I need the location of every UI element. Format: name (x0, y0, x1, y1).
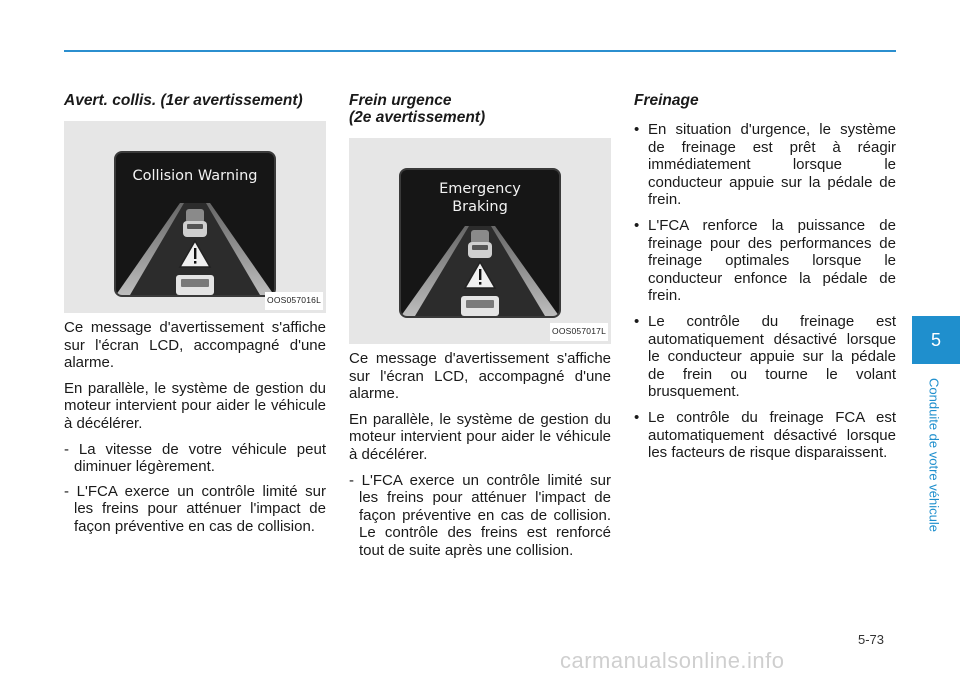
top-rule (64, 50, 896, 52)
list-item: • En situation d'urgence, le système de freinage est prêt à réagir immédiatement lorsque le conducteur appuie sur la pédale de frein. (634, 121, 896, 209)
bullet-icon: • (634, 408, 640, 426)
section-heading: Freinage (634, 92, 699, 109)
section-heading: Avert. collis. (1er avertissement) (64, 92, 303, 109)
lcd-screen (114, 151, 276, 297)
paragraph: En parallèle, le système de gestion du moteur intervient pour aider le véhicule à décélérer. (349, 410, 611, 463)
list-item: - L'FCA exerce un contrôle limité sur les freins pour atténuer l'impact de façon préventive en cas de collision. (64, 482, 326, 535)
list-item: • Le contrôle du freinage FCA est automatiquement désactivé lorsque les facteurs de risque disparaissent. (634, 408, 896, 462)
bullet-icon: • (634, 121, 640, 138)
figure-collision-warning (64, 121, 326, 313)
lcd-screen (399, 168, 561, 318)
bullet-icon: • (634, 312, 640, 330)
list-item: - La vitesse de votre véhicule peut diminuer légèrement. (64, 440, 326, 476)
paragraph: Ce message d'avertissement s'affiche sur l'écran LCD, accompagné d'une alarme. (64, 319, 326, 372)
figure-code: OOS057016L (265, 292, 323, 310)
column-collision-warning (64, 92, 326, 543)
paragraph: En parallèle, le système de gestion du moteur intervient pour aider le véhicule à décélérer. (64, 379, 326, 432)
list-item: • Le contrôle du freinage est automatiquement désactivé lorsque le conducteur appuie sur la pédale de frein ou tourne le volant brusquement. (634, 312, 896, 401)
list-item: • L'FCA renforce la puissance de freinage pour des performances de freinage optimales lorsque le conducteur enfonce la pédale de frein. (634, 216, 896, 305)
road-car-warning-icon (116, 195, 274, 295)
figure-code: OOS057017L (550, 323, 608, 341)
figure-emergency-braking (349, 138, 611, 344)
paragraph: Ce message d'avertissement s'affiche sur l'écran LCD, accompagné d'une alarme. (349, 350, 611, 403)
screen-title: Emergency Braking (439, 181, 521, 215)
chapter-label: Conduite de votre véhicule (926, 378, 942, 532)
road-car-warning-icon (401, 220, 559, 316)
column-braking (634, 92, 896, 470)
page-number: 5-73 (858, 632, 885, 647)
list-item: - L'FCA exerce un contrôle limité sur les freins pour atténuer l'impact de façon préventive en cas de collision. Le contrôle des freins est renforcé tout de suite après une collision. (349, 471, 611, 559)
column-emergency-braking (349, 92, 611, 567)
screen-title: Collision Warning (132, 168, 258, 184)
bullet-icon: • (634, 216, 640, 234)
chapter-tab: 5 (912, 316, 960, 364)
section-heading: Frein urgence (2e avertissement) (349, 92, 486, 126)
watermark: carmanualsonline.info (560, 648, 785, 673)
